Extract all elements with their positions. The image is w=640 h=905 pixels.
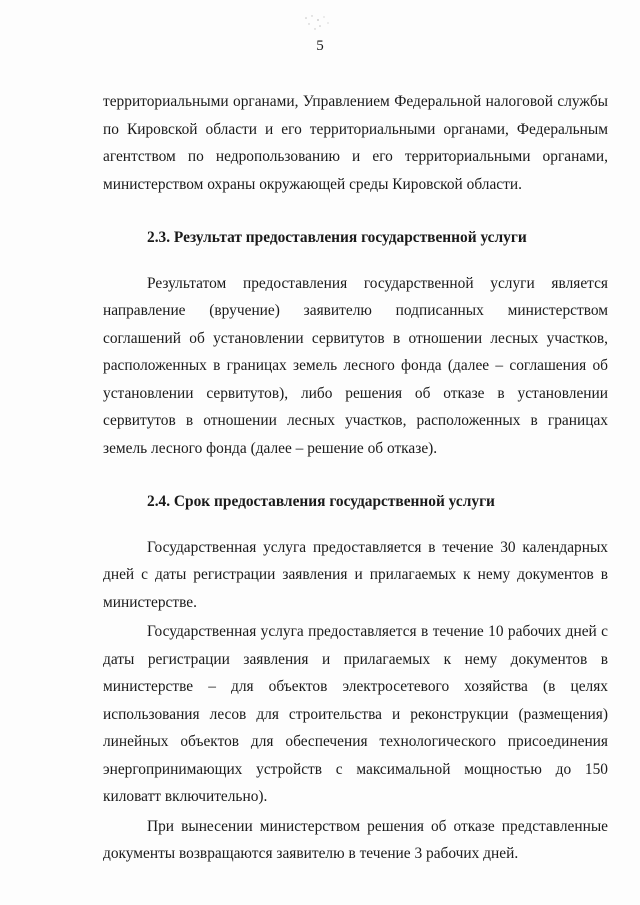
intro-paragraph: территориальными органами, Управлением Федеральной налоговой службы по Кировской области и его территориальными органами, Федеральным агентством по недропользованию и его территориальными органами, министерством охраны окружающей среды Кировской области.: [103, 93, 608, 193]
page-number: 5: [316, 38, 324, 54]
section-2-3-paragraph: Результатом предоставления государственной услуги является направление (вручение) заявителю подписанных министерством соглашений об установлении сервитутов в отношении лесных участков, расположенных в границах земель лесного фонда (далее – соглашения об установлении сервитутов), либо решения об отказе в установлении сервитутов в отношении лесных участков, расположенных в границах земель лесного фонда (далее – решение об отказе).: [103, 274, 608, 457]
section-2-4-paragraph-2: Государственная услуга предоставляется в течение 10 рабочих дней с даты регистрации заявления и прилагаемых к нему документов в министерстве – для объектов электросетевого хозяйства (в целях использования лесов для строительства и реконструкции (размещения) линейных объектов для обеспечения технологического присоединения энергопринимающих устройств с максимальной мощностью до 150 киловатт включительно).: [103, 623, 608, 805]
scan-artifact: [300, 12, 336, 34]
section-2-4-heading: 2.4. Срок предоставления государственной услуги: [147, 493, 495, 510]
section-2-3-heading: 2.3. Результат предоставления государственной услуги: [147, 229, 527, 246]
section-2-4-paragraph-1: Государственная услуга предоставляется в течение 30 календарных дней с даты регистрации заявления и прилагаемых к нему документов в министерстве.: [103, 538, 608, 611]
document-body: [103, 88, 608, 868]
section-2-4-paragraph-3: При вынесении министерством решения об отказе представленные документы возвращаются заявителю в течение 3 рабочих дней.: [103, 817, 608, 862]
